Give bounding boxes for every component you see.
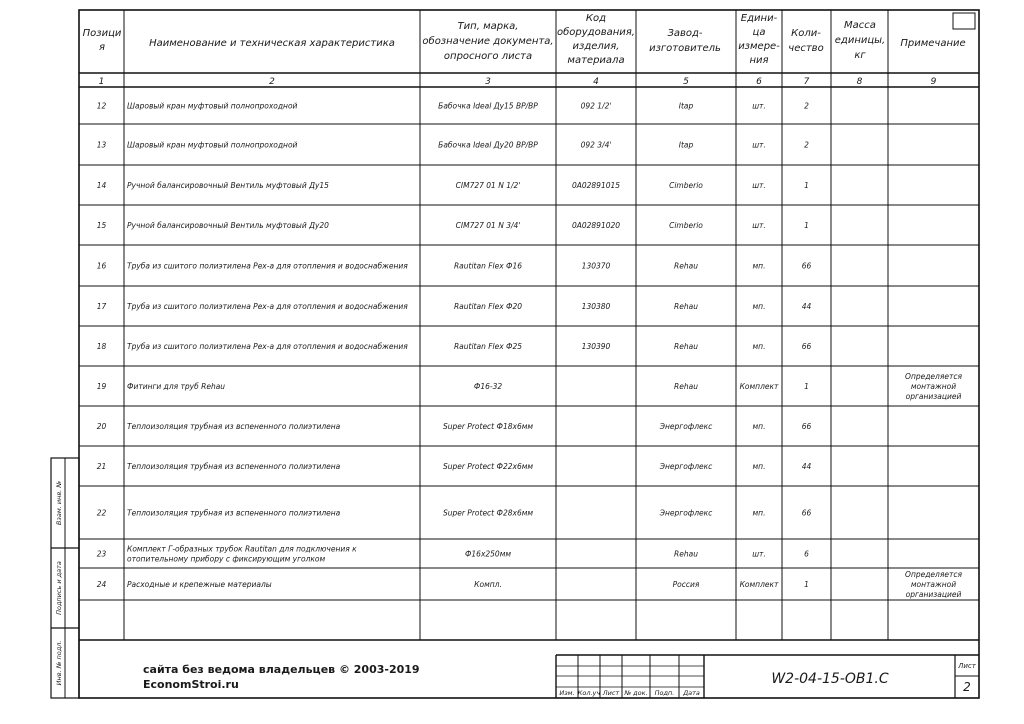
cell-qty: 6 [804, 549, 809, 559]
cell-position: 20 [96, 422, 107, 431]
header-type: Тип, марка, обозначение документа, опросного листа [422, 21, 554, 62]
column-number: 2 [269, 77, 275, 87]
side-label-signature: Подпись и дата [55, 561, 63, 615]
title-block [143, 655, 979, 698]
cell-qty: 1 [804, 580, 809, 589]
table-row [97, 221, 809, 230]
cell-qty: 66 [801, 342, 812, 351]
title-block-label: Изм. [559, 689, 575, 697]
cell-position: 15 [96, 221, 107, 230]
cell-maker: Энергофлекс [659, 508, 713, 518]
side-stamp [51, 458, 79, 698]
cell-unit: мп. [752, 302, 766, 311]
column-number: 9 [930, 77, 937, 87]
cell-position: 12 [96, 101, 107, 111]
cell-maker: Itap [678, 140, 694, 150]
cell-name: Шаровый кран муфтовый полнопроходной [127, 140, 298, 150]
outer-frame [79, 10, 979, 698]
header-maker: Завод-изготовитель [649, 28, 721, 54]
table-row [97, 102, 809, 111]
cell-code: 092 3/4' [580, 140, 612, 150]
document-code: W2-04-15-OB1.C [771, 671, 889, 687]
cell-qty: 66 [801, 508, 812, 518]
title-block-label: Кол.уч [577, 689, 601, 697]
cell-type: Rautitan Flex Ф20 [453, 302, 523, 311]
cell-unit: мп. [752, 462, 766, 471]
cell-position: 16 [96, 261, 107, 271]
cell-qty: 1 [804, 221, 809, 230]
cell-maker: Itap [678, 101, 694, 111]
cell-qty: 66 [801, 422, 812, 431]
cell-type: Super Protect Ф22х6мм [442, 462, 534, 471]
table-row [97, 509, 812, 518]
cell-position: 13 [96, 140, 107, 150]
cell-unit: шт. [752, 181, 766, 190]
column-number-row [99, 77, 937, 87]
cell-qty: 1 [804, 382, 809, 391]
cell-maker: Cimberio [669, 181, 703, 190]
cell-name: Фитинги для труб Rehau [127, 382, 226, 391]
table-row [97, 422, 812, 431]
cell-position: 17 [96, 302, 107, 311]
table-row [97, 181, 809, 190]
cell-type: Бабочка Ideal Ду15 ВР/ВР [438, 101, 538, 111]
cell-unit: шт. [752, 101, 766, 111]
cell-name: Труба из сшитого полиэтилена Pex-a для отопления и водоснабжения [127, 342, 408, 351]
cell-code: 130390 [581, 342, 611, 351]
cell-maker: Rehau [674, 261, 698, 271]
table-row [97, 342, 812, 351]
cell-type: Бабочка Ideal Ду20 ВР/ВР [438, 140, 538, 150]
column-number: 6 [756, 77, 762, 87]
cell-type: Rautitan Flex Ф25 [453, 342, 523, 351]
column-number: 8 [856, 77, 863, 87]
title-block-label: № док. [624, 689, 648, 697]
cell-qty: 44 [801, 302, 812, 311]
site-name: EconomStroi.ru [143, 678, 239, 691]
cell-note: Определяется монтажной организацией [905, 570, 962, 599]
cell-maker: Rehau [674, 302, 698, 311]
header-mass: Масса единицы, кг [834, 20, 886, 61]
header-name: Наименование и техническая характеристика [149, 38, 395, 49]
table-row [97, 302, 812, 311]
table-row [97, 262, 812, 271]
cell-type: Компл. [474, 580, 502, 589]
cell-type: Super Protect Ф18х6мм [442, 422, 534, 431]
header-code: Код оборудования, изделия, материала [557, 13, 635, 66]
column-number: 7 [803, 77, 810, 87]
table-row [97, 570, 963, 599]
cell-code: 130380 [581, 302, 611, 311]
cell-note: Определяется монтажной организацией [905, 372, 962, 401]
cell-name: Труба из сшитого полиэтилена Pex-a для отопления и водоснабжения [127, 261, 408, 271]
cell-position: 14 [96, 181, 107, 190]
site-notice: сайта без ведома владельцев © 2003-2019 [143, 663, 420, 676]
cell-position: 21 [96, 462, 107, 471]
header-note: Примечание [900, 38, 966, 49]
cell-type: CIM727 01 N 3/4' [455, 221, 521, 230]
table-row [97, 545, 809, 564]
cell-code: 092 1/2' [580, 101, 612, 111]
cell-name: Ручной балансировочный Вентиль муфтовый Ду20 [127, 221, 329, 230]
cell-qty: 2 [804, 101, 809, 111]
cell-unit: шт. [752, 549, 766, 559]
column-number: 3 [485, 77, 491, 87]
cell-unit: Комплект [739, 382, 779, 391]
cell-type: Ф16-32 [473, 382, 503, 391]
cell-type: CIM727 01 N 1/2' [455, 181, 521, 190]
cell-unit: Комплект [739, 580, 779, 589]
table-row [97, 372, 963, 401]
cell-position: 18 [96, 342, 107, 351]
cell-unit: мп. [752, 342, 766, 351]
cell-maker: Cimberio [669, 221, 703, 230]
column-number: 1 [98, 77, 105, 87]
cell-maker: Rehau [674, 342, 698, 351]
cell-position: 22 [96, 508, 107, 518]
cell-maker: Энергофлекс [659, 462, 713, 471]
cell-unit: мп. [752, 508, 766, 518]
cell-qty: 1 [804, 181, 809, 190]
column-number: 4 [593, 77, 599, 87]
cell-type: Super Protect Ф28х6мм [442, 508, 534, 518]
cell-position: 24 [96, 580, 107, 589]
cell-type: Rautitan Flex Ф16 [453, 261, 523, 271]
cell-position: 23 [96, 549, 107, 559]
cell-name: Теплоизоляция трубная из вспененного полиэтилена [127, 422, 341, 431]
cell-unit: мп. [752, 261, 766, 271]
cell-name: Труба из сшитого полиэтилена Pex-a для отопления и водоснабжения [127, 302, 408, 311]
cell-position: 19 [96, 382, 107, 391]
cell-name: Расходные и крепежные материалы [127, 580, 272, 589]
cell-qty: 2 [804, 140, 809, 150]
cell-code: 130370 [581, 261, 611, 271]
title-block-label: Дата [683, 689, 700, 697]
cell-maker: Россия [672, 580, 700, 589]
table-row [97, 141, 809, 150]
cell-maker: Rehau [674, 549, 698, 559]
table-row [97, 462, 812, 471]
cell-unit: шт. [752, 221, 766, 230]
cell-type: Ф16х250мм [464, 549, 512, 559]
table-header [83, 13, 966, 66]
sheet-number: 2 [963, 680, 971, 694]
cell-name: Теплоизоляция трубная из вспененного полиэтилена [127, 462, 341, 471]
title-block-label: Лист [602, 689, 620, 697]
cell-code: 0A02891020 [571, 221, 621, 230]
cell-qty: 66 [801, 261, 812, 271]
cell-name: Шаровый кран муфтовый полнопроходной [127, 101, 298, 111]
cell-unit: мп. [752, 422, 766, 431]
side-label-replaced: Взам. инв. № [55, 480, 63, 526]
header-qty: Коли-чество [788, 28, 824, 54]
sheet-label: Лист [958, 662, 976, 670]
cell-name: Комплект Г-образных трубок Rautitan для подключения к отопительному прибору с фиксирующим уголком [127, 544, 357, 564]
header-position: Позици я [82, 28, 122, 53]
column-number: 5 [683, 77, 689, 87]
cell-maker: Энергофлекс [659, 422, 713, 431]
cell-code: 0A02891015 [571, 181, 621, 190]
cell-name: Теплоизоляция трубная из вспененного полиэтилена [127, 508, 341, 518]
table-body [97, 102, 963, 600]
header-unit: Едини-ца измере-ния [738, 13, 780, 66]
cell-qty: 44 [801, 462, 812, 471]
side-label-inventory: Инв. № подл. [55, 640, 63, 686]
cell-name: Ручной балансировочный Вентиль муфтовый Ду15 [127, 181, 329, 190]
title-block-label: Подп. [654, 689, 675, 697]
cell-maker: Rehau [674, 382, 698, 391]
header-corner-box [953, 13, 975, 29]
cell-unit: шт. [752, 140, 766, 150]
